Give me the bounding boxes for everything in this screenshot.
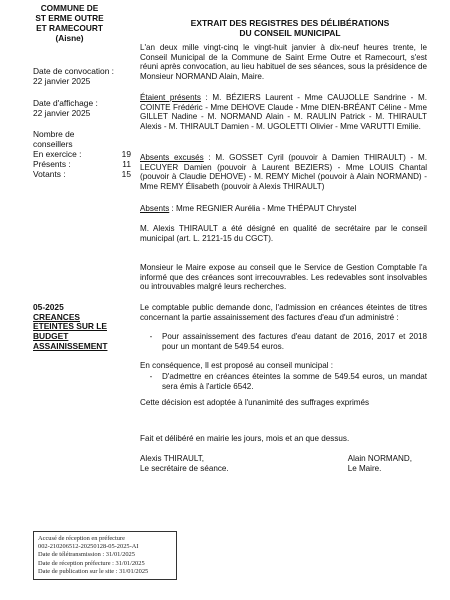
count-row: [33, 159, 131, 169]
deliberation-side-title: [33, 303, 138, 352]
affichage-block: [33, 98, 98, 118]
deliberation-subject: ASSAINISSEMENT: [33, 340, 108, 351]
deliberation-subject: ETEINTES SUR LE: [33, 321, 107, 332]
title-line: EXTRAIT DES REGISTRES DES DÉLIBÉRATIONS: [190, 18, 390, 28]
mayor-role: Le Maire.: [347, 464, 382, 473]
excuses-label: Absents excusés: [140, 153, 204, 162]
receipt-line: Date de télétransmission : 31/01/2025: [38, 551, 135, 559]
count-row: [33, 169, 131, 179]
bullet-item: [140, 332, 427, 351]
presents-text: : M. BÉZIERS Laurent - Mme CAUJOLLE Sandrine - M. COINTE Frédéric - Mme DEHOVE Claude - Mme DIEN-BRÉANT Céline - Mme GILLET Nadine - M. NORMAND Alain - M. RAULIN Patrick - M. THIRAULT Alexis - M. THIRAULT Damien - M. UGOLETTI Olivier - Mme VARUTTI Emilie.: [140, 93, 427, 131]
commune-line: (Aisne): [55, 33, 84, 43]
secretary-role: Le secrétaire de séance.: [140, 464, 229, 473]
commune-line: ST ERME OUTRE: [35, 13, 104, 23]
bullet-dash: -: [149, 332, 153, 341]
commune-line: ET RAMECOURT: [36, 23, 103, 33]
intro-paragraph: L'an deux mille vingt-cinq le vingt-huit janvier à dix-neuf heures trente, le Conseil Municipal de la Commune de Saint Erme Outre et Ramecourt, s'est réuni après convocation, au lieu habituel de ses séances, sous la présidence de Monsieur NORMAND Alain, Maire.: [140, 43, 427, 81]
bullet-item: [140, 372, 427, 391]
count-row: [33, 149, 131, 159]
bullet-text: Pour assainissement des factures d'eau datant de 2016, 2017 et 2018 pour un montant de 549.54 euros.: [162, 332, 427, 351]
conseillers-block: [33, 129, 131, 179]
count-value: 11: [122, 159, 131, 169]
expose-paragraph: Monsieur le Maire expose au conseil que le Service de Gestion Comptable l'a informé que des créances sont irrecouvrables. Les redevables sont insolvables ou introuvables malgré leurs recherches.: [140, 263, 427, 292]
convocation-date: 22 janvier 2025: [33, 76, 91, 86]
convocation-block: [33, 66, 114, 86]
document-title: [140, 18, 440, 38]
affichage-date: 22 janvier 2025: [33, 108, 91, 118]
fait-paragraph: Fait et délibéré en mairie les jours, mois et an que dessus.: [140, 434, 350, 443]
count-value: 19: [121, 149, 131, 159]
convocation-label: Date de convocation :: [33, 66, 115, 76]
receipt-line: Date de réception préfecture : 31/01/2025: [38, 559, 145, 567]
presents-paragraph: [140, 93, 427, 131]
signatures: [140, 454, 427, 474]
receipt-line: Date de publication sur le site : 31/01/2025: [38, 567, 149, 575]
commune-header: [22, 3, 117, 43]
demande-paragraph: Le comptable public demande donc, l'admission en créances éteintes de titres concernant la partie assainissement des factures d'eau d'un administré :: [140, 303, 427, 322]
decision-paragraph: Cette décision est adoptée à l'unanimité des suffrages exprimés: [140, 398, 370, 407]
count-value: 15: [121, 169, 131, 179]
affichage-label: Date d'affichage :: [33, 98, 98, 108]
prefecture-receipt-box: [33, 531, 177, 580]
nombre-label: conseillers: [33, 139, 73, 149]
deliberation-number: 05-2025: [33, 302, 64, 312]
absents-text: : Mme REGNIER Aurélia - Mme THÉPAUT Chrystel: [169, 204, 357, 213]
receipt-line: Accusé de réception en préfecture: [38, 535, 125, 542]
bullet-text: D'admettre en créances éteintes la somme de 549.54 euros, un mandat sera émis à l'article 6542.: [162, 372, 427, 391]
bullet-dash: -: [149, 372, 153, 381]
mayor-name: Alain NORMAND,: [347, 454, 412, 463]
propose-text: Il est proposé au conseil municipal :: [204, 361, 334, 370]
secretary-signature: [140, 454, 229, 474]
propose-paragraph: En conséquence, Il est proposé au conseil municipal :: [140, 361, 334, 370]
excuses-text: : M. GOSSET Cyril (pouvoir à Damien THIRAULT) - M. LECUYER Damien (pouvoir à Laurent BEZIERS) - Mme LOUIS Chantal (pouvoir à Claudie DEHOVE) - M. REMY Michel (pouvoir à Alain NORMAND) - Mme REMY Élisabeth (pouvoir à Alexis THIRAULT): [140, 153, 427, 191]
absents-paragraph: [140, 204, 427, 214]
secretary-name: Alexis THIRAULT,: [140, 454, 205, 463]
nombre-label: Nombre de: [33, 129, 75, 139]
presents-label: Étaient présents: [140, 93, 201, 102]
mayor-signature: [348, 454, 427, 474]
excuses-paragraph: [140, 153, 427, 191]
deliberation-subject: CREANCES: [33, 311, 80, 322]
count-label: Présents :: [33, 159, 71, 169]
absents-label: Absents: [140, 204, 170, 213]
secretary-paragraph: M. Alexis THIRAULT a été désigné en qualité de secrétaire par le conseil municipal (art. L. 2121-15 du CGCT).: [140, 224, 427, 243]
commune-line: COMMUNE DE: [40, 3, 99, 13]
receipt-line: 002-210206512-20250128-05-2025-AI: [38, 543, 139, 551]
count-label: Votants :: [33, 169, 66, 179]
deliberation-subject: BUDGET: [33, 331, 69, 342]
title-line: DU CONSEIL MUNICIPAL: [239, 28, 341, 38]
count-label: En exercice :: [33, 149, 82, 159]
